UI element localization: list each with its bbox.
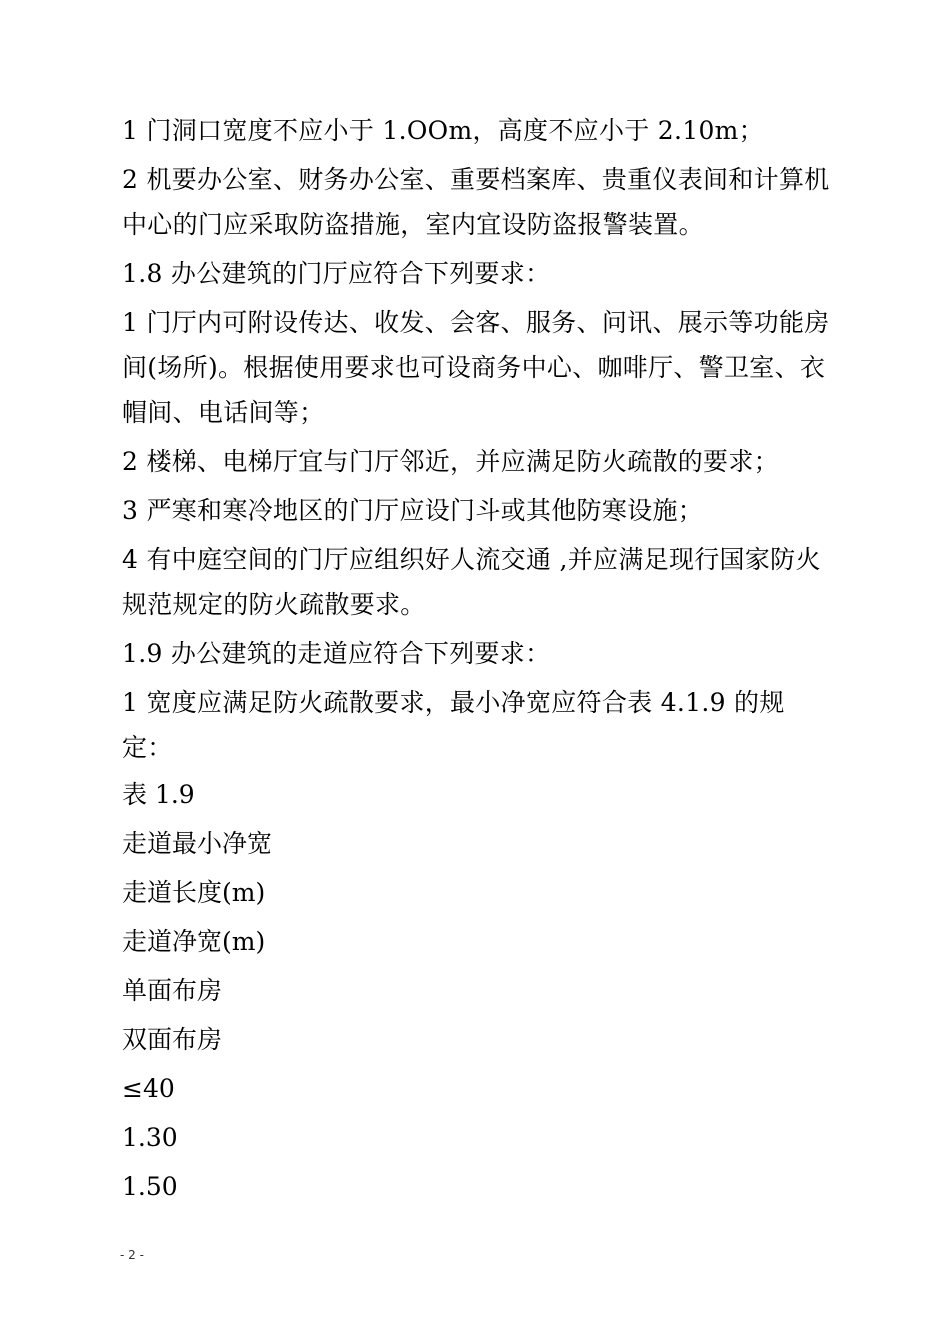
- paragraph-door-width: 1 门洞口宽度不应小于 1.OOm，高度不应小于 2.10m；: [122, 116, 764, 145]
- table-header-length: 走道长度(m): [122, 878, 266, 907]
- paragraph-cold-regions: 3 严寒和寒冷地区的门厅应设门斗或其他防寒设施；: [122, 496, 704, 525]
- heading-1-8-lobby: 1.8 办公建筑的门厅应符合下列要求：: [122, 259, 551, 288]
- corridor-table-text: [122, 770, 832, 1211]
- table-header-min-width: 走道最小净宽: [122, 829, 273, 858]
- table-cell-length: ≤40: [122, 1074, 175, 1103]
- table-caption: 表 1.9: [122, 780, 195, 809]
- page-number: - 2 -: [120, 1248, 144, 1262]
- paragraph-security-doors: 2 机要办公室、财务办公室、重要档案库、贵重仪表间和计算机中心的门应采取防盗措施，室内宜设防盗报警装置。: [122, 165, 830, 239]
- table-header-double-side: 双面布房: [122, 1025, 223, 1054]
- paragraph-atrium: 4 有中庭空间的门厅应组织好人流交通 ,并应满足现行国家防火规范规定的防火疏散要求。: [122, 545, 821, 619]
- table-cell-double: 1.50: [122, 1172, 178, 1201]
- table-header-single-side: 单面布房: [122, 976, 223, 1005]
- table-header-net-width: 走道净宽(m): [122, 927, 266, 956]
- paragraph-lobby-functions: 1 门厅内可附设传达、收发、会客、服务、问讯、展示等功能房间(场所)。根据使用要求也可设商务中心、咖啡厅、警卫室、衣帽间、电话间等；: [122, 308, 830, 427]
- paragraph-corridor-width: 1 宽度应满足防火疏散要求，最小净宽应符合表 4.1.9 的规定：: [122, 688, 785, 762]
- document-body: [122, 108, 832, 1211]
- heading-1-9-corridor: 1.9 办公建筑的走道应符合下列要求：: [122, 639, 551, 668]
- paragraph-stairs-elevators: 2 楼梯、电梯厅宜与门厅邻近，并应满足防火疏散的要求；: [122, 447, 779, 476]
- table-cell-single: 1.30: [122, 1123, 178, 1152]
